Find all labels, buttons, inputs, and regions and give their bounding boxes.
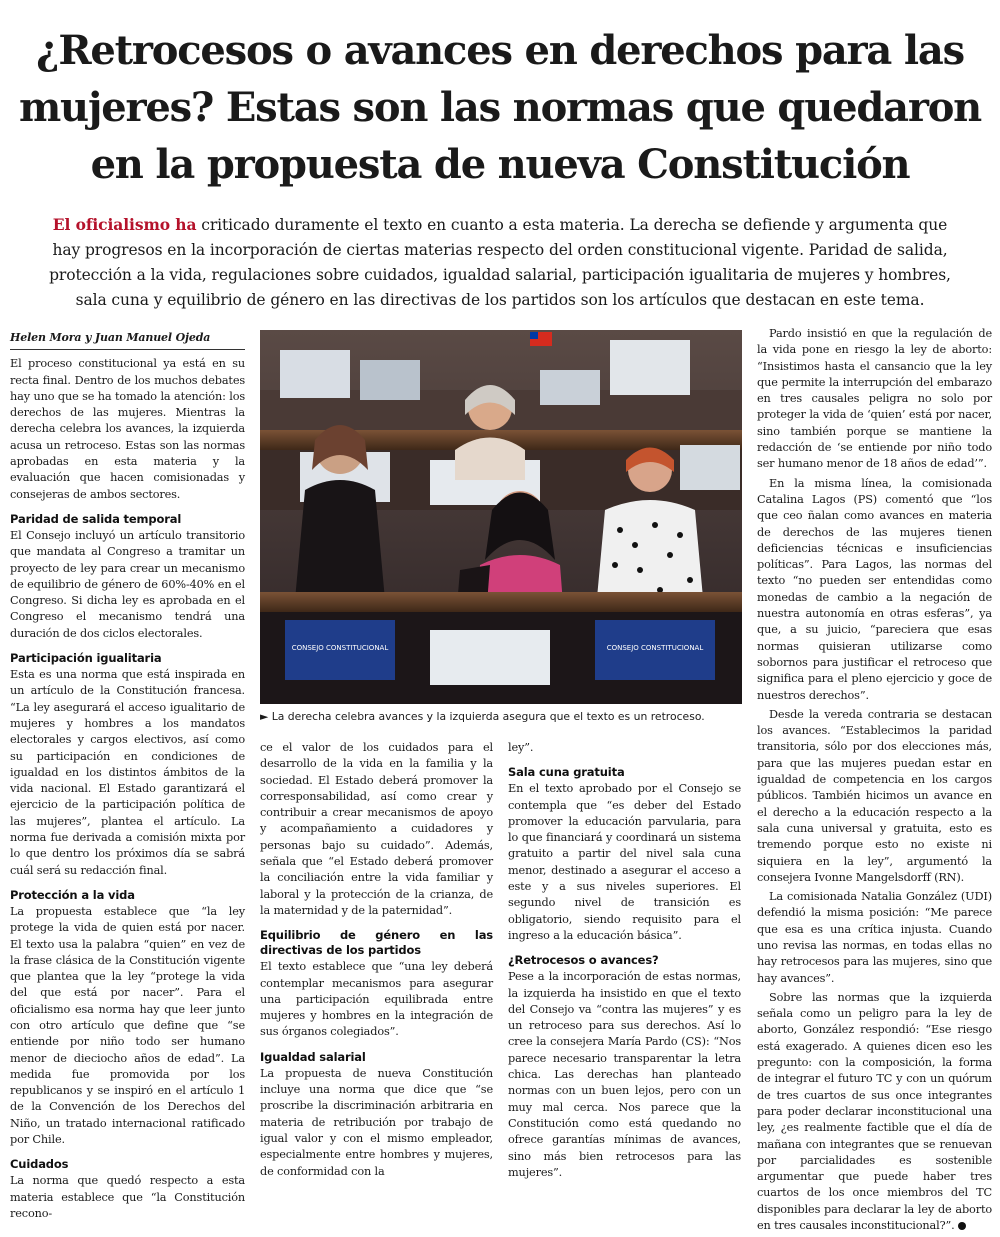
lagos-paragraph: En la misma línea, la comisionada Catalina Lagos (PS) comentó que “los que ceo ñalan como avances en materia de derechos de las mujeres tienen deficiencias técnicas e insuficiencias políticas”. Para Lagos, las normas del texto “no pueden ser entendidas como monedas de cambio a la negación de nuestra autonomía en otras esferas”, ya que, a su juicio, “pareciera que esas normas quisieran utilizarse como sobornos para justificar el retroceso que significa para el pleno ejercicio y goce de nuestros derechos”.: [757, 476, 992, 702]
intro-paragraph: El proceso constitucional ya está en su recta final. Dentro de los muchos debates hay uno que se ha tomado la atención: los derechos de las mujeres. Mientras la derecha celebra los avances, la izquierda acusa un retroceso. Estas son las normas aprobadas en esta materia y la evaluación que hacen comisionadas y consejeras de ambos sectores.: [10, 357, 245, 501]
column-4: [757, 326, 992, 1237]
column-2: [260, 740, 493, 1183]
mangelsdorff-paragraph: Desde la vereda contraria se destacan los avances. “Establecimos la paridad transitoria, sólo por dos elecciones más, para que las mujeres puedan estar en igualdad de competencia en los cargos públicos. También hicimos un avance en el derecho a la educación respecto a la sala cuna universal y gratuita, esto es tremendo porque esto no existe ni siquiera en la ley”, argumentó la consejera Ivonne Mangelsdorff (RN).: [757, 707, 992, 884]
participacion-paragraph: Esta es una norma que está inspirada en un artículo de la Constitución francesa. “La ley asegurará el acceso igualitario de mujeres y hombres a los mandatos electorales y cargos electivos, así como su participación en condiciones de igualdad en los distintos ámbitos de la vida nacional. El Estado garantizará el ejercicio de la participación política de las mujeres”, plantea el artículo. La norma fue derivada a comisión mixta por lo que dentro los próximos día se sabrá cuál será su redacción final.: [10, 668, 245, 877]
lead-highlight: El oficialismo ha: [52, 215, 197, 234]
photo-illustration: [260, 330, 742, 704]
lead-text: criticado duramente el texto en cuanto a esta materia. La derecha se defiende y argumenta que hay progresos en la incorporación de ciertas materias respecto del orden constitucional vigente. Paridad de salida, protección a la vida, regulaciones sobre cuidados, igualdad salarial, participación igualitaria de mujeres y hombres, sala cuna y equilibrio de género en las directivas de los partidos son los artículos que destacan en este tema.: [49, 216, 951, 309]
cuidados-paragraph: La norma que quedó respecto a esta materia establece que “la Constitución recono-: [10, 1174, 245, 1220]
screen-label-left: CONSEJO CONSTITUCIONAL: [291, 644, 389, 652]
sala-cuna-paragraph: En el texto aprobado por el Consejo se contempla que “es deber del Estado promover la educación parvularia, para lo que financiará y coordinará un sistema gratuito a partir del nivel sala cuna menor, destinado a asegurar el acceso a este y a sus niveles superiores. El segundo nivel de transición es obligatorio, siendo requisito para el ingreso a la educación básica”.: [508, 782, 741, 942]
section-heading-paridad: Paridad de salida temporal: [10, 511, 182, 526]
article-photo: [260, 330, 742, 704]
section-heading-cuidados: Cuidados: [10, 1157, 69, 1172]
cuidados-continued-paragraph: ce el valor de los cuidados para el desarrollo de la vida en la familia y la sociedad. El Estado deberá promover la corresponsabilidad, así como crear y contribuir a crear mecanismos de apoyo y acompañamiento a cuidadores y personas bajo su cuidado”. Además, señala que “el Estado deberá promover la conciliación entre la vida familiar y laboral y la protección de la crianza, de la maternidad y de la paternidad”.: [260, 741, 493, 917]
byline: Helen Mora y Juan Manuel Ojeda: [10, 330, 245, 350]
gonzalez-paragraph: La comisionada Natalia González (UDI) defendió la misma posición: “Me parece que esa es una crítica injusta. Cuando uno revisa las normas, en todas ellas no hay retrocesos para las mujeres, sino que hay avances”.: [757, 890, 992, 985]
lead-paragraph: [40, 212, 960, 313]
section-heading-equilibrio: Equilibrio de género en las directivas de los partidos: [260, 928, 493, 958]
screen-label-right: CONSEJO CONSTITUCIONAL: [606, 644, 704, 652]
end-mark-icon: [958, 1222, 966, 1230]
equilibrio-paragraph: El texto establece que “una ley deberá contemplar mecanismos para asegurar una participación equilibrada entre mujeres y hombres en la integración de sus órganos colegiados”.: [260, 960, 493, 1039]
section-heading-igualdad: Igualdad salarial: [260, 1049, 366, 1064]
headline: ¿Retrocesos o avances en derechos para las mujeres? Estas son las normas que quedaron en la propuesta de nueva Constitución: [18, 27, 982, 188]
closing-paragraph: [757, 990, 992, 1234]
retrocesos-paragraph: Pese a la incorporación de estas normas, la izquierda ha insistido en que el texto del Consejo va “contra las mujeres” y es un retroceso para sus derechos. Así lo cree la consejera María Pardo (CS): “Nos parece necesario transparentar la letra chica. Las derechas han planteado normas con un buen lejos, pero con un muy mal cerca. Nos parece que la Constitución como está quedando no ofrece garantías mínimas de avances, sino más bien retrocesos para las mujeres”.: [508, 970, 741, 1179]
section-heading-retrocesos: ¿Retrocesos o avances?: [508, 953, 659, 968]
pardo-paragraph: Pardo insistió en que la regulación de la vida pone en riesgo la ley de aborto: “Insistimos hasta el cansancio que la ley que permite la interrupción del embarazo en tres causales peligra no solo por proteger la vida de ‘quien’ está por nacer, sino también porque se mantiene la redacción de ‘se entiende por niño todo ser humano menor de 18 años de edad’”.: [757, 327, 992, 471]
section-heading-participacion: Participación igualitaria: [10, 651, 162, 666]
igualdad-continued-paragraph: ley”.: [508, 741, 534, 754]
column-3: [508, 740, 741, 1184]
section-heading-sala-cuna: Sala cuna gratuita: [508, 765, 625, 780]
proteccion-paragraph: La propuesta establece que “la ley protege la vida de quien está por nacer. El texto usa la palabra “quien” en vez de la frase clásica de la Constitución vigente que plantea que la ley “protege la vida del que está por nacer”. Para el oficialismo esa norma hay que leer junto con otro artículo que define que “se entiende por niño todo ser humano menor de dieciocho años de edad”. La medida fue promovida por los republicanos y se inspiró en el artículo 1 de la Convención de los Derechos del Niño, un tratado internacional ratificado por Chile.: [10, 904, 245, 1147]
photo-caption: ► La derecha celebra avances y la izquierda asegura que el texto es un retroceso.: [260, 710, 705, 723]
section-heading-proteccion: Protección a la vida: [10, 887, 135, 902]
paridad-paragraph: El Consejo incluyó un artículo transitorio que mandata al Congreso a tramitar un proyecto de ley para crear un mecanismo de equilibrio de género de 60%-40% en el Congreso. Si dicha ley es aprobada en el Congreso el mecanismo tendrá una duración de dos ciclos electorales.: [10, 528, 245, 640]
closing-text: Sobre las normas que la izquierda señala como un peligro para la ley de aborto, González respondió: “Ese riesgo está exagerado. A quienes dicen eso les pregunto: con la composición, la forma de integrar el futuro TC y con un quórum de tres cuartos de sus once integrantes para poder declarar inconstitucional una ley, ¿es realmente factible que el día de mañana con integrantes que se renuevan por parcialidades es sostenible argumentar que puede haber tres cuartos de los once miembros del TC disponibles para declarar la ley de aborto en tres causales inconstitucional?”.: [757, 990, 992, 1233]
column-1: [10, 330, 245, 1225]
igualdad-paragraph: La propuesta de nueva Constitución incluye una norma que dice que “se proscribe la discriminación arbitraria en materia de retribución por trabajo de igual valor y con el mismo empleador, especialmente entre hombres y mujeres, de conformidad con la: [260, 1066, 493, 1178]
